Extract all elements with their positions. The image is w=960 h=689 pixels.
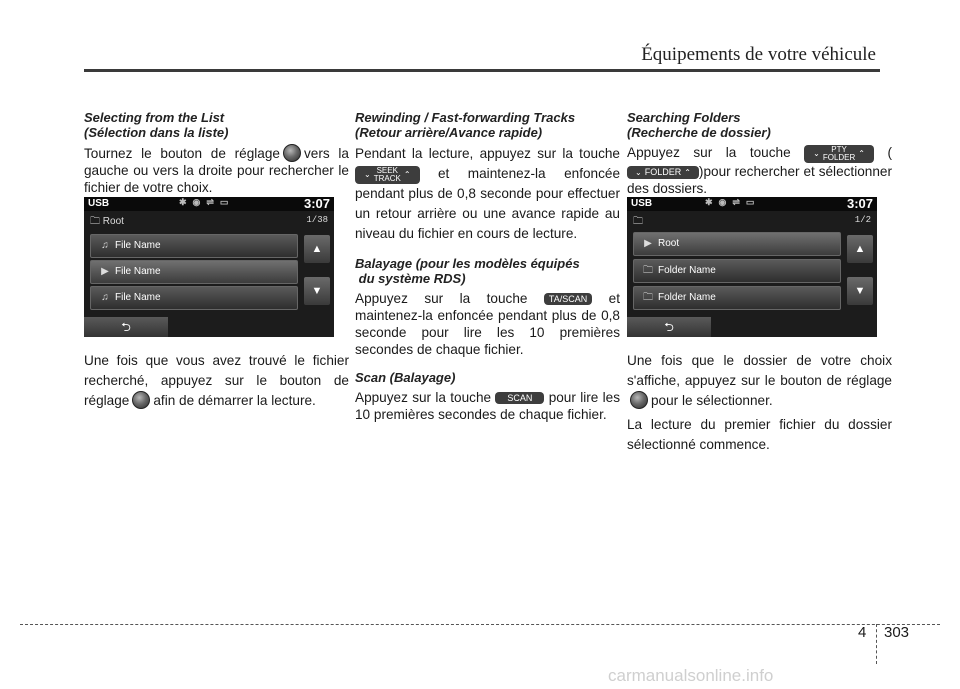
para-scan xyxy=(355,389,620,423)
btn-label: SEEK xyxy=(376,165,398,175)
folder-icon: 🗀 xyxy=(633,216,643,227)
folder-icon: 🗀 xyxy=(643,292,653,303)
list-item-label: Folder Name xyxy=(658,292,716,303)
para-text: Appuyez sur la touche xyxy=(355,291,528,306)
heading-rewind-en: Rewinding / Fast-forwarding Tracks xyxy=(355,110,576,125)
track-count: 1/38 xyxy=(306,215,328,225)
tune-knob-icon xyxy=(630,391,648,409)
folder-count: 1/2 xyxy=(854,215,871,225)
para-playback-starts: La lecture du premier fichier du dossier sélectionné commence. xyxy=(627,417,892,452)
screen-status-bar xyxy=(627,197,877,211)
folder-path xyxy=(90,214,124,231)
folder-button-icon: ⌄ FOLDER ⌃ xyxy=(627,166,699,179)
scroll-up-button[interactable]: ▲ xyxy=(304,235,330,263)
para-text: pour lire les 10 premières secondes de chaque fichier. xyxy=(355,390,620,422)
folder-icon: 🗀 xyxy=(643,265,653,276)
tune-knob-icon xyxy=(132,391,150,409)
list-item-label: File Name xyxy=(115,240,161,251)
heading-scan: Scan (Balayage) xyxy=(355,370,456,385)
back-button[interactable] xyxy=(84,317,168,337)
header-rule xyxy=(84,69,880,72)
play-icon: ▶ xyxy=(101,266,109,277)
music-note-icon: ♫ xyxy=(101,240,109,251)
seek-track-button-icon: ⌄ SEEK TRACK ⌃ xyxy=(355,166,420,184)
status-icons: ✱◉⇌▭ xyxy=(705,197,761,207)
play-icon: ▶ xyxy=(644,238,652,249)
para-seek xyxy=(355,144,620,244)
list-item[interactable] xyxy=(633,259,841,283)
scroll-down-button[interactable]: ▼ xyxy=(847,277,873,305)
para-text: afin de démarrer la lecture. xyxy=(153,393,316,408)
tune-knob-icon xyxy=(283,144,301,162)
para-ta-scan xyxy=(355,290,620,358)
column-searching-folders-cont xyxy=(627,347,892,455)
para-text: Pendant la lecture, appuyez sur la touche xyxy=(355,146,620,161)
screen-status-bar xyxy=(84,197,334,211)
btn-label: FOLDER xyxy=(822,152,856,162)
heading-line: Balayage (pour les modèles équipés xyxy=(355,256,580,271)
heading-rewind-fr: (Retour arrière/Avance rapide) xyxy=(355,125,543,140)
para-text: pour le sélectionner. xyxy=(651,393,773,408)
btn-label: FOLDER xyxy=(644,166,682,177)
column-selecting-list xyxy=(84,110,349,196)
column-searching-folders xyxy=(627,110,892,197)
back-arrow-icon: ⮌ xyxy=(121,320,131,334)
para-text: et maintenez-la enfoncée pendant plus de 0,8 seconde pour effectuer un retour arrière ou une avance rapide au niveau du fichier en cours de lecture. xyxy=(355,166,621,241)
heading-line: du système RDS) xyxy=(358,271,466,286)
ta-scan-button-icon: TA/SCAN xyxy=(544,293,592,305)
back-button[interactable] xyxy=(627,317,711,337)
list-item[interactable] xyxy=(633,232,841,256)
para-press-knob xyxy=(84,351,349,411)
scroll-down-button[interactable]: ▼ xyxy=(304,277,330,305)
heading-folders-en: Searching Folders xyxy=(627,110,741,125)
chapter-number: 4 xyxy=(858,624,867,641)
scan-button-icon: SCAN xyxy=(495,392,544,404)
status-icons: ✱◉⇌▭ xyxy=(179,197,235,207)
footer-divider xyxy=(876,624,877,664)
para-text: Une fois que le dossier de votre choix s'affiche, appuyez sur le bouton de réglage xyxy=(627,353,892,388)
clock: 3:07 xyxy=(303,196,330,211)
list-item[interactable] xyxy=(90,234,298,258)
watermark: carmanualsonline.info xyxy=(608,666,774,685)
para-folder-key xyxy=(627,144,892,197)
heading-balayage-rds xyxy=(355,256,620,286)
usb-file-list-screen xyxy=(84,197,334,337)
list-item[interactable] xyxy=(633,286,841,310)
list-item[interactable] xyxy=(90,260,298,284)
list-item-label: File Name xyxy=(115,266,161,277)
btn-label: TRACK xyxy=(373,173,401,183)
para-text: Une fois que vous avez trouvé le fichier recherché, appuyez sur le bouton de réglage xyxy=(84,353,349,408)
btn-label: PTY xyxy=(831,144,847,154)
para-turn-knob xyxy=(84,144,349,196)
heading-selecting-fr: (Sélection dans la liste) xyxy=(84,125,229,140)
folder-path xyxy=(633,214,643,231)
source-label: USB xyxy=(88,198,110,209)
footer-rule xyxy=(20,624,940,625)
clock: 3:07 xyxy=(846,196,873,211)
column-selecting-list-cont xyxy=(84,347,349,411)
list-item[interactable] xyxy=(90,286,298,310)
list-item-label: Folder Name xyxy=(658,265,716,276)
back-arrow-icon: ⮌ xyxy=(664,320,674,334)
scroll-up-button[interactable]: ▲ xyxy=(847,235,873,263)
pty-folder-button-icon: ⌄ PTY FOLDER ⌃ xyxy=(804,145,874,163)
para-text: ( xyxy=(887,145,892,160)
page-header-title: Équipements de votre véhicule xyxy=(641,44,876,65)
para-text: Appuyez sur la touche xyxy=(355,390,492,405)
para-select-folder xyxy=(627,351,892,411)
page-number: 303 xyxy=(884,624,910,641)
para-text: )pour rechercher et sélectionner des dossiers. xyxy=(627,163,892,196)
para-text: et maintenez-la enfoncée pendant plus de 0,8 seconde pour lire les 10 premières secondes de chaque fichier. xyxy=(355,291,621,357)
path-label: Root xyxy=(102,216,124,227)
source-label: USB xyxy=(631,198,653,209)
heading-selecting-en: Selecting from the List xyxy=(84,110,225,125)
folder-icon: 🗀 xyxy=(90,216,100,227)
column-rewind-scan xyxy=(355,110,620,423)
music-note-icon: ♫ xyxy=(101,292,109,303)
usb-folder-list-screen xyxy=(627,197,877,337)
list-item-label: Root xyxy=(658,238,680,249)
list-item-label: File Name xyxy=(115,292,161,303)
heading-folders-fr: (Recherche de dossier) xyxy=(627,125,771,140)
para-text: vers la gauche ou vers la droite pour rechercher le fichier de votre choix. xyxy=(84,146,349,195)
para-text: Tournez le bouton de réglage xyxy=(84,146,280,161)
para-text: Appuyez sur la touche xyxy=(627,145,791,160)
